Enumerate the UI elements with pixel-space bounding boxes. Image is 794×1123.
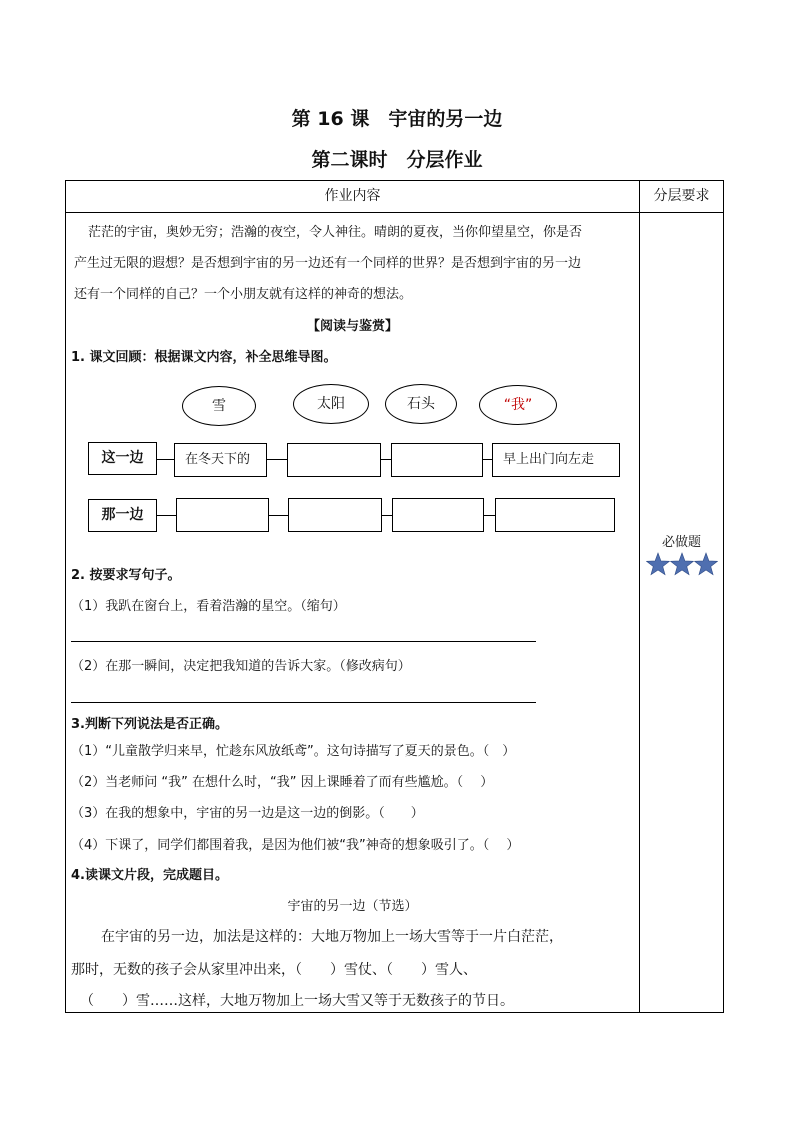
lesson-title: 第 16 课 宇宙的另一边 <box>291 108 503 130</box>
connector <box>484 515 495 516</box>
homework-table <box>65 180 724 1013</box>
oval-me: “我” <box>479 385 557 425</box>
q2-item-1: （1）我趴在窗台上，看着浩瀚的星空。（缩句） <box>71 599 346 614</box>
connector <box>381 459 391 460</box>
q3-title: 3.判断下列说法是否正确。 <box>71 717 228 732</box>
that-side-box-3 <box>392 498 484 532</box>
intro-line-2: 产生过无限的遐想？是否想到宇宙的另一边还有一个同样的世界？是否想到宇宙的另一边 <box>74 256 582 271</box>
that-side-box-4 <box>495 498 615 532</box>
header-level: 分层要求 <box>653 188 710 204</box>
connector <box>157 515 176 516</box>
section-heading: 【阅读与鉴赏】 <box>306 319 398 334</box>
connector <box>269 515 288 516</box>
this-side-box-2 <box>287 443 381 477</box>
connector <box>267 459 287 460</box>
oval-snow: 雪 <box>182 386 256 426</box>
passage-title: 宇宙的另一边（节选） <box>287 899 418 914</box>
q4-title: 4.读课文片段，完成题目。 <box>71 868 228 883</box>
answer-line-1[interactable] <box>71 641 536 642</box>
passage-line-1: 在宇宙的另一边，加法是这样的：大地万物加上一场大雪等于一片白茫茫， <box>101 929 563 945</box>
this-side-box-1: 在冬天下的 <box>174 443 267 477</box>
intro-line-3: 还有一个同样的自己？一个小朋友就有这样的神奇的想法。 <box>74 287 413 302</box>
difficulty-stars <box>646 551 718 577</box>
q3-item-1: （1）“儿童散学归来早，忙趁东风放纸鸢”。这句诗描写了夏天的景色。（ ） <box>71 744 516 759</box>
intro-line-1: 茫茫的宇宙，奥妙无穷；浩瀚的夜空，令人神往。晴朗的夏夜，当你仰望星空，你是否 <box>88 225 583 240</box>
q3-item-2: （2）当老师问 “我” 在想什么时，“我” 因上课睡着了而有些尴尬。（ ） <box>71 775 494 790</box>
this-side-box-4: 早上出门向左走 <box>492 443 620 477</box>
column-divider <box>639 181 640 1012</box>
answer-line-2[interactable] <box>71 702 536 703</box>
connector <box>382 515 392 516</box>
that-side-box-1 <box>176 498 269 532</box>
lesson-subtitle: 第二课时 分层作业 <box>311 149 483 171</box>
connector <box>157 459 174 460</box>
row-label-this-side: 这一边 <box>88 442 157 475</box>
q1-title: 1. 课文回顾：根据课文内容，补全思维导图。 <box>71 350 337 365</box>
row-label-that-side: 那一边 <box>88 499 157 532</box>
that-side-box-2 <box>288 498 382 532</box>
requirement-label: 必做题 <box>661 535 701 550</box>
passage-line-3: （ ）雪……这样，大地万物加上一场大雪又等于无数孩子的节日。 <box>80 993 514 1009</box>
oval-stone: 石头 <box>385 384 457 424</box>
q3-item-3: （3）在我的想象中，宇宙的另一边是这一边的倒影。（ ） <box>71 806 424 821</box>
q2-item-2: （2）在那一瞬间，决定把我知道的告诉大家。（修改病句） <box>71 659 411 674</box>
connector <box>483 459 492 460</box>
passage-line-2: 那时，无数的孩子会从家里冲出来，（ ）雪仗、（ ）雪人、 <box>71 962 477 978</box>
table-header <box>66 181 723 213</box>
star-icon <box>647 553 670 575</box>
q3-item-4: （4）下课了，同学们都围着我，是因为他们被“我”神奇的想象吸引了。（ ） <box>71 838 520 853</box>
oval-sun: 太阳 <box>293 384 369 424</box>
star-icon <box>671 553 694 575</box>
star-icon <box>695 553 718 575</box>
this-side-box-3 <box>391 443 483 477</box>
q2-title: 2. 按要求写句子。 <box>71 568 181 583</box>
header-content: 作业内容 <box>324 188 381 204</box>
